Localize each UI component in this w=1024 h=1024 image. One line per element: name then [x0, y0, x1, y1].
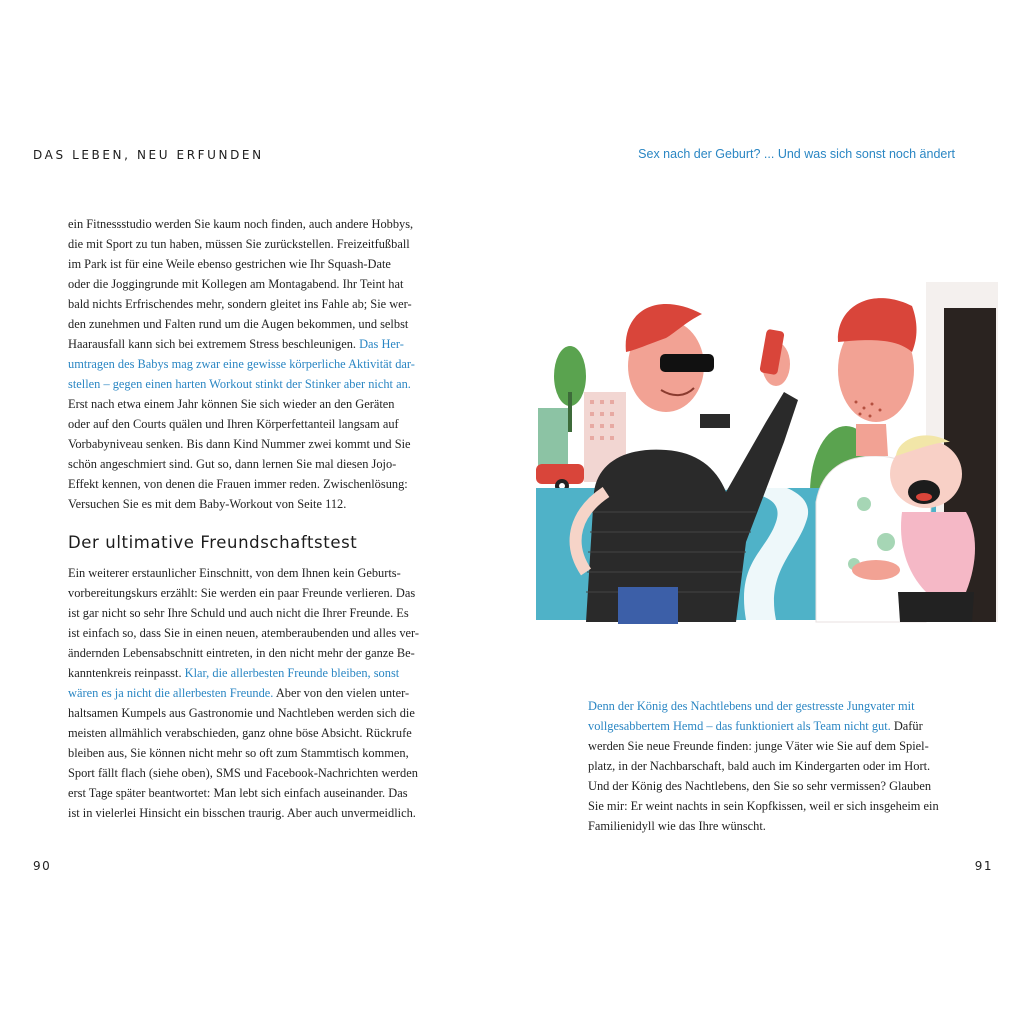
text-line: [68, 494, 440, 514]
text-line: [588, 716, 968, 736]
text-segment: ein Fitnessstudio werden Sie kaum noch finden, auch andere Hobbys,: [68, 217, 414, 231]
text-line: [68, 723, 440, 743]
text-segment: Sie mir: Er weint nachts in sein Kopfkissen, weil er sich insgeheim ein: [588, 799, 939, 813]
text-line: [68, 763, 440, 783]
text-line: [68, 663, 440, 683]
section-heading: Der ultimative Freundschaftstest: [68, 533, 358, 552]
highlighted-text: Klar, die allerbesten Freunde bleiben, sonst: [184, 666, 400, 680]
text-line: [588, 776, 968, 796]
text-line: [68, 374, 440, 394]
caption-paragraph: [588, 696, 968, 836]
text-segment: Versuchen Sie es mit dem Baby-Workout von Seite 112.: [68, 497, 347, 511]
text-line: [68, 474, 440, 494]
text-line: [68, 603, 440, 623]
text-segment: Und der König des Nachtlebens, den Sie so sehr vermissen? Glauben: [588, 779, 932, 793]
text-segment: Aber von den vielen unter-: [273, 686, 410, 700]
text-line: [68, 394, 440, 414]
text-line: [68, 354, 440, 374]
text-segment: Ein weiterer erstaunlicher Einschnitt, von dem Ihnen kein Geburts-: [68, 566, 401, 580]
text-line: [588, 756, 968, 776]
text-line: [68, 294, 440, 314]
text-line: [68, 623, 440, 643]
highlighted-text: Denn der König des Nachtlebens und der gestresste Jungvater mit: [588, 699, 915, 713]
text-line: [68, 234, 440, 254]
text-line: [588, 736, 968, 756]
text-line: [68, 643, 440, 663]
text-line: [68, 703, 440, 723]
text-line: [68, 434, 440, 454]
text-line: [68, 334, 440, 354]
highlighted-text: wären es ja nicht die allerbesten Freunde.: [68, 686, 274, 700]
text-line: [588, 696, 968, 716]
right-column: [588, 696, 968, 836]
text-segment: bleiben aus, Sie können nicht mehr so oft zum Stammtisch kommen,: [68, 746, 409, 760]
text-line: [68, 743, 440, 763]
text-segment: Sport fällt flach (siehe oben), SMS und Facebook-Nachrichten werden: [68, 766, 418, 780]
running-header-left: DAS LEBEN, NEU ERFUNDEN: [33, 148, 264, 162]
text-segment: kanntenkreis reinpasst.: [68, 666, 185, 680]
left-column: [68, 214, 440, 823]
text-line: [68, 683, 440, 703]
text-segment: Effekt kennen, von denen die Frauen immer reden. Zwischenlösung:: [68, 477, 408, 491]
text-segment: Haarausfall kann sich bei extremem Stress beschleunigen.: [68, 337, 360, 351]
text-segment: haltsamen Kumpels aus Gastronomie und Nachtleben werden sich die: [68, 706, 415, 720]
running-header-right: Sex nach der Geburt? ... Und was sich sonst noch ändert: [638, 147, 955, 161]
highlighted-text: umtragen des Babys mag zwar eine gewisse körperliche Aktivität dar-: [68, 357, 415, 371]
text-segment: meisten allmählich verabschieden, ganz ohne böse Absicht. Rückrufe: [68, 726, 412, 740]
text-line: [68, 314, 440, 334]
text-segment: ist einfach so, dass Sie in einen neuen, atemberaubenden und alles ver-: [68, 626, 420, 640]
text-segment: Familienidyll wie das Ihre wünscht.: [588, 819, 766, 833]
text-segment: erst Tage später beantwortet: Man lebt sich einfach auseinander. Das: [68, 786, 408, 800]
highlighted-text: vollgesabbertem Hemd – das funktioniert als Team nicht gut.: [588, 719, 891, 733]
text-line: [68, 414, 440, 434]
text-line: [588, 796, 968, 816]
text-line: [588, 816, 968, 836]
text-segment: den zunehmen und Falten rund um die Augen bekommen, und selbst: [68, 317, 409, 331]
highlighted-text: stellen – gegen einen harten Workout stinkt der Stinker aber nicht an.: [68, 377, 411, 391]
text-line: [68, 254, 440, 274]
page-number-right: 91: [974, 859, 993, 873]
text-line: [68, 274, 440, 294]
text-line: [68, 803, 440, 823]
text-line: [68, 583, 440, 603]
page-number-left: 90: [33, 859, 52, 873]
text-segment: schön angeschmiert sind. Gut so, dann lernen Sie mal diesen Jojo-: [68, 457, 397, 471]
text-segment: oder die Joggingrunde mit Kollegen am Montagabend. Ihr Teint hat: [68, 277, 404, 291]
text-line: [68, 214, 440, 234]
text-segment: im Park ist für eine Weile ebenso gestrichen wie Ihr Squash-Date: [68, 257, 391, 271]
text-segment: oder auf den Courts quälen und Ihren Körperfettanteil langsam auf: [68, 417, 399, 431]
text-segment: werden Sie neue Freunde finden: junge Väter wie Sie auf dem Spiel-: [588, 739, 929, 753]
text-line: [68, 454, 440, 474]
text-segment: Dafür: [890, 719, 923, 733]
text-segment: ist gar nicht so sehr Ihre Schuld und auch nicht die Ihrer Freunde. Es: [68, 606, 409, 620]
text-segment: vorbereitungskurs erzählt: Sie werden ein paar Freunde verlieren. Das: [68, 586, 416, 600]
body-paragraph-2: [68, 563, 440, 823]
text-segment: ist in vielerlei Hinsicht ein bisschen traurig. Aber auch unvermeidlich.: [68, 806, 416, 820]
body-paragraph-1: [68, 214, 440, 514]
text-segment: Vorbabyniveau senken. Bis dann Kind Nummer zwei kommt und Sie: [68, 437, 411, 451]
text-line: [68, 563, 440, 583]
text-segment: die mit Sport zu tun haben, müssen Sie zurückstellen. Freizeitfußball: [68, 237, 410, 251]
sunglasses-icon: [660, 354, 714, 372]
highlighted-text: Das Her-: [359, 337, 404, 351]
text-segment: bald nichts Erfrischendes mehr, sondern gleitet ins Fahle ab; Sie wer-: [68, 297, 412, 311]
illustration: [526, 242, 998, 629]
text-segment: platz, in der Nachbarschaft, bald auch im Kindergarten oder im Hort.: [588, 759, 931, 773]
text-segment: Erst nach etwa einem Jahr können Sie sich wieder an den Geräten: [68, 397, 395, 411]
text-line: [68, 783, 440, 803]
text-segment: ändernden Lebensabschnitt eintreten, in den nicht mehr der ganze Be-: [68, 646, 415, 660]
